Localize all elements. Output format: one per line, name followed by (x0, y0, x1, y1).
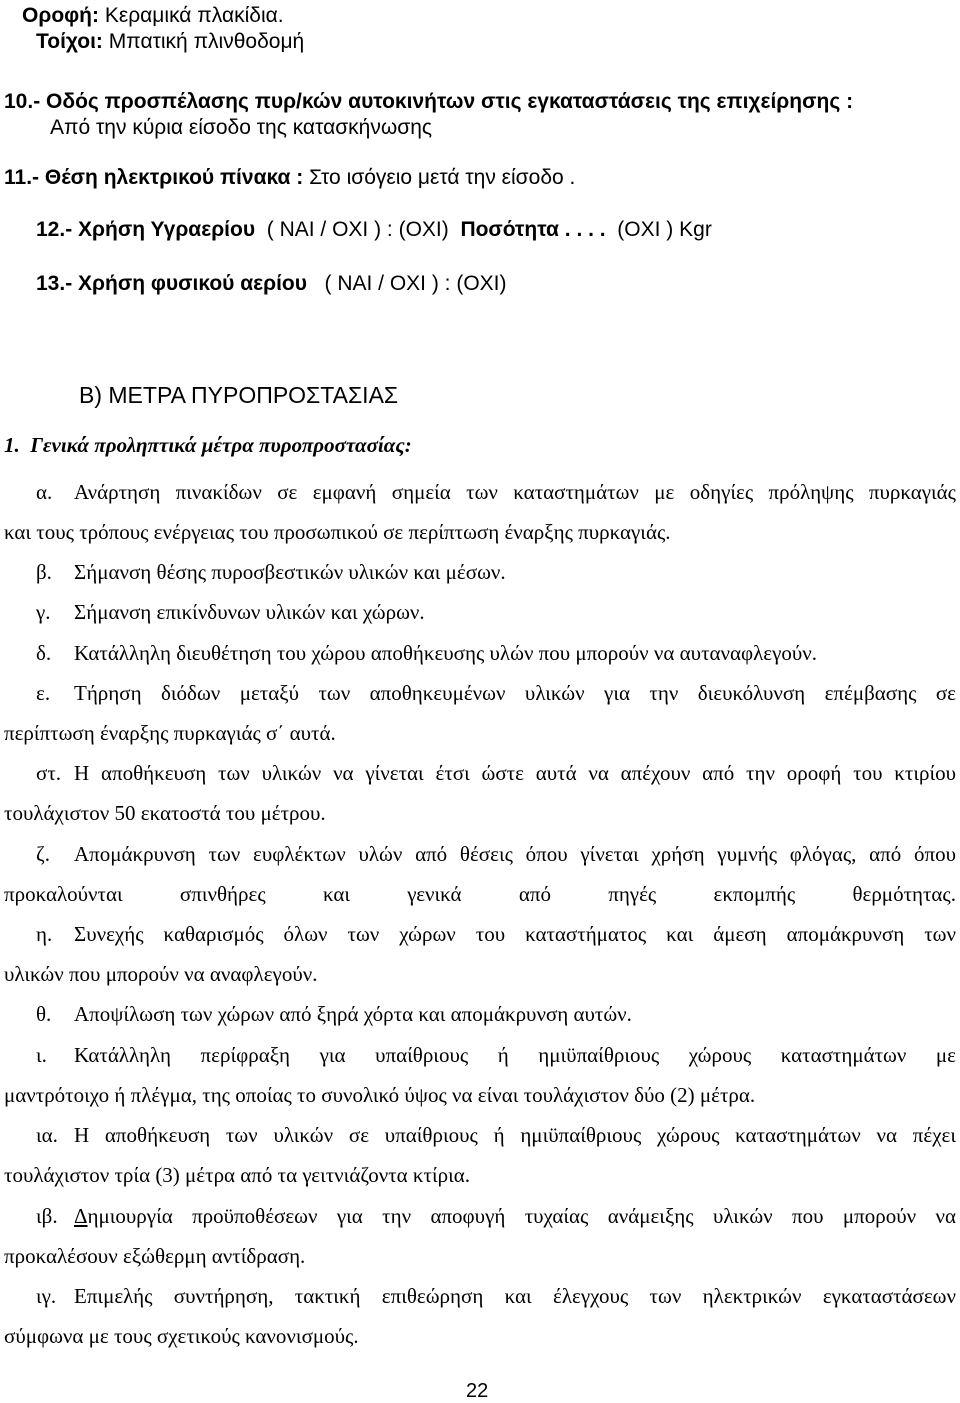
measure-ig-line2: σύμφωνα με τους σχετικούς κανονισμούς. (4, 1324, 359, 1348)
roof-value: Κεραμικά πλακίδια. (104, 4, 284, 27)
measure-ig-line1: Επιμελής συντήρηση, τακτική επιθεώρηση και έλεγχους των ηλεκτρικών εγκαταστάσεων (74, 1284, 956, 1308)
item-12-qty-value: (ΟΧΙ ) Kgr (617, 218, 712, 241)
measure-ia-line1: Η αποθήκευση των υλικών σε υπαίθριους ή ημιϋπαίθριους χώρους καταστημάτων να πέχει (74, 1123, 956, 1147)
item-12 (36, 218, 712, 242)
measure-th-text: Αποψίλωση των χώρων από ξηρά χόρτα και απομάκρυνση αυτών. (74, 1002, 632, 1026)
measure-st-line1: Η αποθήκευση των υλικών να γίνεται έτσι ώστε αυτά να απέχουν από την οροφή του κτιρίου (74, 761, 956, 785)
measure-i-line2: μαντρότοιχο ή πλέγμα, της οποίας το συνολικό ύψος να είναι τουλάχιστον δύο (2) μέτρα. (4, 1083, 756, 1107)
measure-h-line2: υλικών που μπορούν να αναφλεγούν. (4, 962, 318, 986)
measure-st-label: στ. (36, 761, 62, 785)
measure-b-label: β. (36, 560, 52, 584)
item-10-value: Από την κύρια είσοδο της κατασκήνωσης (50, 116, 433, 139)
measure-e-line2: περίπτωση έναρξης πυρκαγιάς σ΄ αυτά. (4, 721, 336, 745)
measure-z-line1: Απομάκρυνση των ευφλέκτων υλών από θέσεις όπου γίνεται χρήση γυμνής φλόγας, από όπου (74, 842, 956, 866)
measure-ib-line2: προκαλέσουν εξώθερμη αντίδραση. (4, 1244, 306, 1268)
measure-c-label: γ. (36, 600, 51, 624)
item-10-label: 10.- Οδός προσπέλασης πυρ/κών αυτοκινήτων στις εγκαταστάσεις της επιχείρησης : (4, 90, 854, 113)
measure-c-text: Σήμανση επικίνδυνων υλικών και χώρων. (74, 600, 425, 624)
measure-ib-first-letter: Δ (74, 1204, 88, 1228)
roof-line (22, 4, 284, 28)
item-11-label: 11.- Θέση ηλεκτρικού πίνακα : (4, 166, 304, 189)
walls-label: Τοίχοι: (36, 30, 103, 53)
walls-value: Μπατική πλινθοδομή (108, 30, 305, 53)
measure-ia-line2: τουλάχιστον τρία (3) μέτρα από τα γειτνιάζοντα κτίρια. (4, 1163, 470, 1187)
measure-h-label: η. (36, 922, 53, 946)
measure-i-line1: Κατάλληλη περίφραξη για υπαίθριους ή ημιϋπαίθριους χώρους καταστημάτων με (74, 1043, 956, 1067)
measure-a-line1: Ανάρτηση πινακίδων σε εμφανή σημεία των καταστημάτων με οδηγίες πρόληψης πυρκαγιάς (74, 480, 956, 504)
measure-z-line2: προκαλούνται σπινθήρες και γενικά από πηγές εκπομπής θερμότητας. (4, 882, 956, 906)
measure-ia-label: ια. (36, 1123, 58, 1147)
item-11-value: Στο ισόγειο μετά την είσοδο . (309, 166, 576, 189)
measure-e-label: ε. (36, 681, 51, 705)
measure-z-label: ζ. (36, 842, 50, 866)
section-subtitle-text: Γενικά προληπτικά μέτρα πυροπροστασίας: (30, 433, 412, 457)
measure-st-line2: τουλάχιστον 50 εκατοστά του μέτρου. (4, 801, 326, 825)
item-12-qty-label: Ποσότητα . . . . (460, 218, 606, 241)
walls-line (36, 30, 304, 54)
measure-b-text: Σήμανση θέσης πυροσβεστικών υλικών και μέσων. (74, 560, 506, 584)
item-12-value: ( ΝΑΙ / ΟΧΙ ) : (ΟΧΙ) (266, 218, 449, 241)
measure-a-label: α. (36, 480, 53, 504)
measure-th-label: θ. (36, 1002, 52, 1026)
measure-h-line1: Συνεχής καθαρισμός όλων των χώρων του καταστήματος και άμεση απομάκρυνση των (74, 922, 956, 946)
item-13 (36, 272, 507, 296)
item-13-value: ( ΝΑΙ / ΟΧΙ ) : (ΟΧΙ) (324, 272, 507, 295)
section-subtitle-number: 1. (4, 433, 20, 457)
roof-label: Οροφή: (22, 4, 99, 27)
item-11 (4, 166, 575, 190)
measure-a-line2: και τους τρόπους ενέργειας του προσωπικού σε περίπτωση έναρξης πυρκαγιάς. (4, 520, 671, 544)
measure-ig-label: ιγ. (36, 1284, 57, 1308)
measure-e-line1: Τήρηση διόδων μεταξύ των αποθηκευμένων υλικών για την διευκόλυνση επέμβασης σε (74, 681, 956, 705)
measure-d-label: δ. (36, 641, 52, 665)
item-13-label: 13.- Χρήση φυσικού αερίου (36, 272, 307, 295)
measure-i-label: ι. (36, 1043, 47, 1067)
measure-ib-label: ιβ. (36, 1204, 58, 1228)
measure-d-text: Κατάλληλη διευθέτηση του χώρου αποθήκευσης υλών που μπορούν να αυταναφλεγούν. (74, 641, 818, 665)
measure-ib-line1-rest: ημιουργία προϋποθέσεων για την αποφυγή τυχαίας ανάμειξης υλικών που μπορούν να (87, 1204, 956, 1228)
section-subtitle (4, 433, 412, 457)
measure-ib-line1 (74, 1204, 956, 1228)
section-title: Β) ΜΕΤΡΑ ΠΥΡΟΠΡΟΣΤΑΣΙΑΣ (79, 382, 399, 408)
page-number: 22 (466, 1380, 489, 1402)
item-12-label: 12.- Χρήση Υγραερίου (36, 218, 256, 241)
